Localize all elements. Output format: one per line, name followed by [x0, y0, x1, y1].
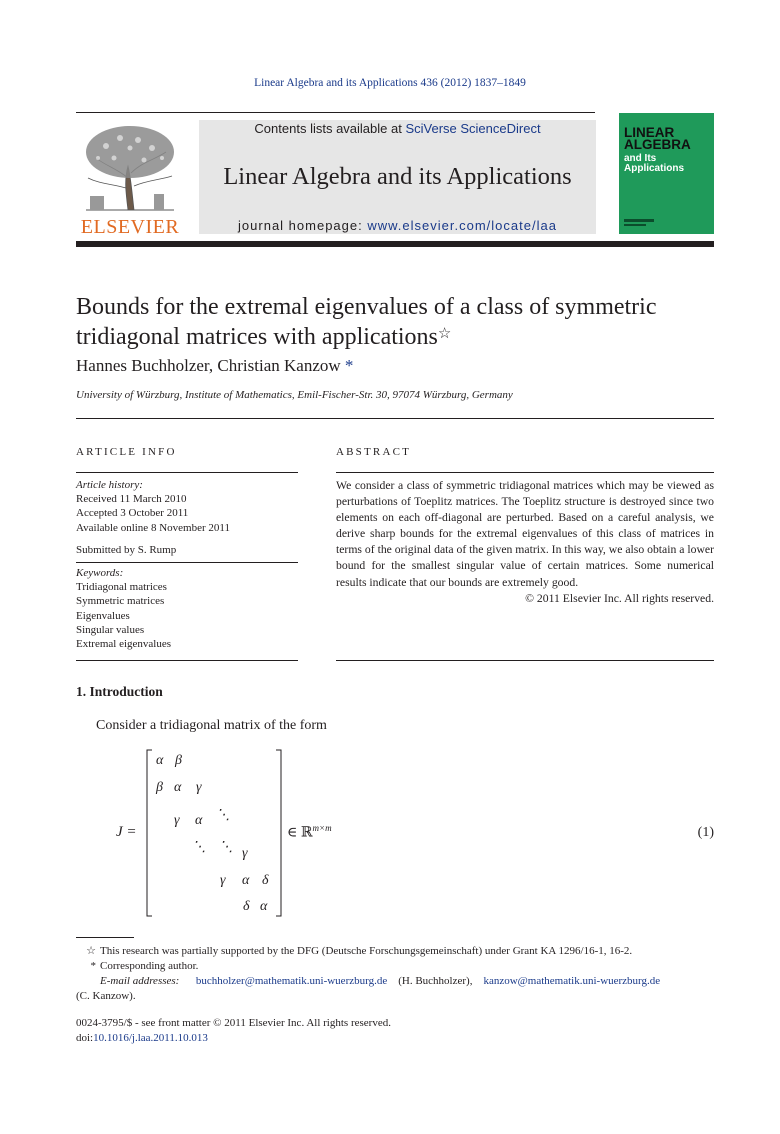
contents-prefix: Contents lists available at — [254, 121, 406, 136]
matrix-entry-gamma: γ — [174, 813, 180, 828]
keywords — [76, 566, 298, 651]
matrix-entry-beta: β — [156, 780, 163, 795]
article-info-rule — [76, 472, 298, 473]
matrix-entry-alpha: α — [195, 813, 203, 828]
journal-cover-thumbnail[interactable] — [619, 113, 714, 234]
equation-lhs: J = — [116, 824, 137, 840]
corresponding-author-mark[interactable]: * — [344, 356, 354, 375]
matrix-entry-gamma: γ — [196, 780, 202, 795]
history-keywords-rule — [76, 562, 298, 563]
doi-label: doi: — [76, 1032, 94, 1044]
cover-subtitle — [624, 154, 684, 174]
front-matter — [76, 1016, 391, 1046]
elsevier-logo[interactable] — [76, 118, 184, 238]
matrix-ddots: ⋱ — [219, 840, 233, 855]
footnote-corresponding — [76, 959, 716, 974]
section-heading-introduction: 1. Introduction — [76, 684, 163, 699]
doi-line — [76, 1031, 391, 1046]
abstract-bottom-rule — [336, 660, 714, 661]
footnote-rule — [76, 937, 134, 938]
matrix-entry-beta: β — [175, 753, 182, 768]
author-names: Hannes Buchholzer, Christian Kanzow — [76, 356, 341, 375]
email-link-kanzow[interactable]: kanzow@mathematik.uni-wuerzburg.de — [483, 975, 661, 987]
sciencedirect-link[interactable]: SciVerse ScienceDirect — [405, 121, 541, 136]
keyword-item: Eigenvalues — [76, 609, 130, 622]
accepted-date: Accepted 3 October 2011 — [76, 507, 189, 520]
matrix-ddots: ⋱ — [216, 808, 230, 823]
contents-line — [199, 121, 596, 136]
abstract-text: We consider a class of symmetric tridiagonal matrices which may be viewed as perturbations of Toeplitz matrices. The Toeplitz structure is destroyed since two elements on each off-diagonal are perturbed. Based on a careful analysis, we derive sharp bounds for the extremal eigenvalues of this class of matrices in terms of the original data of the given matrix. In this way, we also obtain a lower bound for the smallest singular value of certain matrices. Some numerical results indicate that our bounds are extremely good. — [336, 479, 714, 589]
doi-link[interactable]: 10.1016/j.laa.2011.10.013 — [93, 1032, 208, 1044]
online-date: Available online 8 November 2011 — [76, 521, 230, 534]
matrix-entry-alpha: α — [242, 873, 250, 888]
homepage-prefix: journal homepage: — [238, 218, 368, 233]
submitted-by: Submitted by S. Rump — [76, 543, 177, 556]
dimension-superscript: m×m — [312, 823, 332, 833]
matrix-ddots: ⋱ — [192, 840, 206, 855]
cover-title-line-1: LINEAR — [624, 125, 675, 140]
email-owner-buchholzer: (H. Buchholzer), — [398, 975, 473, 987]
issn-line: 0024-3795/$ - see front matter © 2011 Elsevier Inc. All rights reserved. — [76, 1017, 391, 1029]
footnote-emails — [76, 974, 714, 1003]
footnote-funding — [76, 944, 716, 959]
elsevier-tree-icon — [76, 118, 184, 238]
matrix-entry-delta: δ — [243, 899, 250, 914]
equation-number: (1) — [697, 825, 714, 840]
keyword-item: Symmetric matrices — [76, 595, 165, 608]
cover-subtitle-line-1: and Its — [624, 153, 657, 164]
cover-decoration-bar — [624, 219, 654, 222]
matrix-entry-alpha: α — [174, 780, 182, 795]
keyword-item: Tridiagonal matrices — [76, 581, 167, 594]
footnote-star-icon: ☆ — [86, 945, 96, 957]
article-info-heading: ARTICLE INFO — [76, 446, 177, 458]
email-link-buchholzer[interactable]: buchholzer@mathematik.uni-wuerzburg.de — [195, 975, 388, 987]
header-thick-rule — [76, 241, 714, 247]
authors — [76, 356, 353, 376]
cover-title — [624, 127, 691, 151]
journal-title: Linear Algebra and its Applications — [223, 163, 572, 190]
email-owner-kanzow: (C. Kanzow). — [76, 989, 136, 1002]
history-label: Article history: — [76, 479, 143, 491]
footnote-corresponding-text: Corresponding author. — [100, 960, 199, 972]
in-real-symbol: ∈ ℝ — [287, 825, 313, 841]
matrix-entry-alpha: α — [156, 753, 164, 768]
abstract-copyright: © 2011 Elsevier Inc. All rights reserved. — [525, 591, 714, 605]
matrix-entry-delta: δ — [262, 873, 269, 888]
email-label: E-mail addresses: — [100, 975, 180, 987]
matrix-entry-gamma: γ — [242, 846, 248, 861]
abstract-heading: ABSTRACT — [336, 446, 412, 458]
title-footnote-star-icon[interactable]: ☆ — [437, 326, 452, 342]
received-date: Received 11 March 2010 — [76, 493, 187, 506]
elsevier-wordmark: ELSEVIER — [80, 216, 180, 238]
header-top-rule — [76, 112, 595, 113]
cover-title-line-2: ALGEBRA — [624, 137, 691, 152]
affiliation-rule — [76, 418, 714, 419]
paper-title-text: Bounds for the extremal eigenvalues of a class of symmetric tridiagonal matrices with applications — [76, 294, 657, 350]
paper-title — [76, 292, 716, 352]
cover-subtitle-line-2: Applications — [624, 163, 685, 174]
article-history — [76, 478, 298, 557]
homepage-link[interactable]: www.elsevier.com/locate/laa — [367, 218, 557, 233]
keyword-item: Singular values — [76, 623, 145, 636]
affiliation: University of Würzburg, Institute of Mathematics, Emil-Fischer-Str. 30, 97074 Würzburg, Germany — [76, 389, 513, 401]
article-info-bottom-rule — [76, 660, 298, 661]
homepage-line — [199, 218, 596, 233]
abstract-body — [336, 478, 714, 607]
intro-paragraph: Consider a tridiagonal matrix of the form — [96, 718, 327, 733]
footnote-asterisk-icon: * — [90, 960, 96, 972]
matrix-entry-alpha: α — [260, 899, 268, 914]
footnote-funding-text: This research was partially supported by the DFG (Deutsche Forschungsgemeinschaft) under Grant KA 1296/16-1, 16-2. — [100, 945, 633, 957]
cover-decoration-bar-2 — [624, 224, 646, 226]
matrix-entry-gamma: γ — [220, 873, 226, 888]
keyword-item: Extremal eigenvalues — [76, 638, 171, 651]
keywords-label: Keywords: — [76, 567, 124, 579]
abstract-rule — [336, 472, 714, 473]
journal-reference[interactable]: Linear Algebra and its Applications 436 (2012) 1837–1849 — [254, 77, 526, 89]
